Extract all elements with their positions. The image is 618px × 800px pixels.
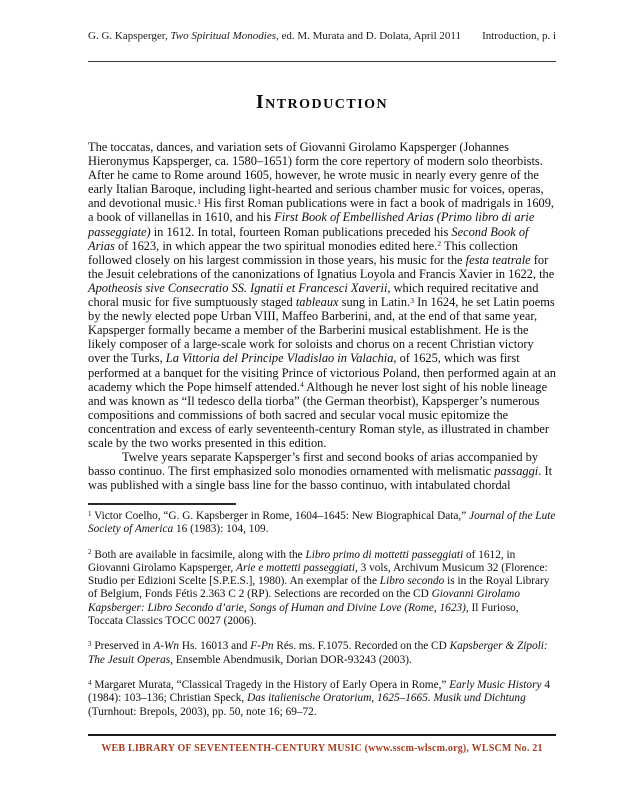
page-title: Introduction: [255, 91, 389, 113]
intro-paragraph-1: The toccatas, dances, and variation sets of Giovanni Girolamo Kapsperger (Johannes Hieronymus Kapsperger, ca. 1580–1651) form the core repertory of modern solo theorbists. After he came to Rome around 1605, however, he wrote music in nearly every genre of the early Italian Baroque, including light-hearted and serious chamber music for voices, operas, and devotional music.$^1$ His first Roman publications were in fact a book of madrigals in 1609, a book of villanellas in 1610, and his First Book of Embellished Arias (Primo libro di arie passeggiate) in 1612. In total, fourteen Roman publications preceded his Second Book of Arias of 1623, in which appear the two spiritual monodies edited here.$^2$ This collection followed closely on his largest commission in those years, his music for the festa teatrale for the Jesuit celebrations of the canonizations of Ignatius Loyola and Francis Xavier in 1622, the Apotheosis sive Consecratio SS. Ignatii et Francesci Xaverii, which required recitative and choral music for five sumptuously staged tableaux sung in Latin.$^3$ In 1624, he set Latin poems by the newly elected pope Urban VIII, Maffeo Barberini, and, at the end of that same year, Kapsperger formally became a member of the Barberini musical establishment. He is the likely composer of a large-scale work for soloists and chorus on a recent Christian victory over the Turks, La Vittoria del Principe Vladislao in Valachia, of 1625, which was first performed at a banquet for the visiting Prince of victorious Poland, then performed again at an academy which the Pope himself attended.$^4$ Although he never lost sight of his noble lineage and was known as “Il tedesco della tiorba” (the German theorbist), Kapsperger’s numerous compositions and commissions of both sacred and secular vocal music epitomize the concentration and excess of early seventeenth-century Roman style, as illustrated in chamber scale by the two works presented in this edition.: [88, 140, 556, 450]
footnote-4: $^4$ Margaret Murata, “Classical Tragedy in the History of Early Opera in Rome,” Early Music History 4 (1984): 103–136; Christian Speck, Das italienische Oratorium, 1625–1665. Musik und Dichtung (Turnhout: Brepols, 2003), pp. 50, note 16; 69–72.: [88, 678, 550, 718]
footnote-3: $^3$ Preserved in A-Wn Hs. 16013 and F-Pn Rés. ms. F.1075. Recorded on the CD Kapsberger & Zipoli: The Jesuit Operas, Ensemble Abendmusik, Dorian DOR-93243 (2003).: [88, 640, 548, 666]
footnotes: [88, 510, 556, 731]
page-header: [88, 30, 556, 43]
footnote-2: $^2$ Both are available in facsimile, along with the Libro primo di mottetti passeggiati of 1612, in Giovanni Girolamo Kapsperger, Arie e mottetti passeggiati, 3 vols, Archivum Musicum 32 (Florence: Studio per Edizioni Scelte [S.P.E.S.], 1980). An exemplar of the Libro secondo is in the Royal Library of Belgium, Fonds Fétis 2.363 C 2 (RP). Selections are recorded on the CD Giovanni Girolamo Kapsberger: Libro Secondo d’arie, Songs of Human and Divine Love (Rome, 1623), Il Furioso, Toccata Classics TOCC 0027 (2006).: [88, 548, 550, 628]
footnote-separator: [88, 503, 236, 505]
header-citation: G. G. Kapsperger, Two Spiritual Monodies, ed. M. Murata and D. Dolata, April 2011: [88, 30, 462, 42]
body-text: [88, 140, 556, 492]
footer-rule: [88, 734, 556, 736]
header-rule: [88, 61, 556, 62]
footnote-1: $^1$ Victor Coelho, “G. G. Kapsberger in Rome, 1604–1645: New Biographical Data,” Journal of the Lute Society of America 16 (1983): 104, 109.: [88, 509, 556, 536]
header-page-number: Introduction, p. i: [482, 30, 556, 42]
footer-banner: WEB LIBRARY OF SEVENTEENTH-CENTURY MUSIC (www.sscm-wlscm.org), WLSCM No. 21: [101, 743, 543, 754]
intro-paragraph-2: Twelve years separate Kapsperger’s first and second books of arias accompanied by basso continuo. The first emphasized solo monodies ornamented with melismatic passaggi. It was published with a single bass line for the basso continuo, with intabulated chordal: [88, 450, 553, 493]
